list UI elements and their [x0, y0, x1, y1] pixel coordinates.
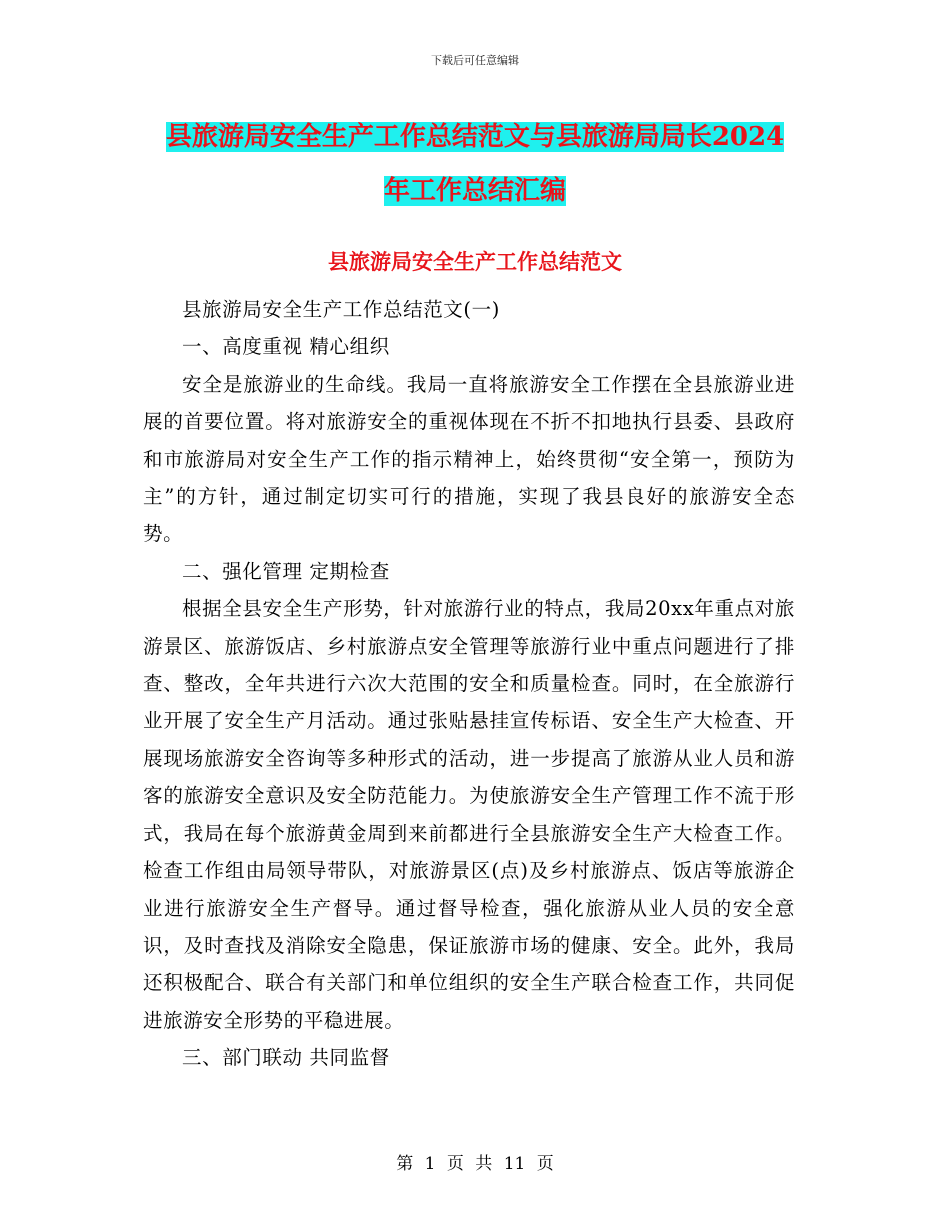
paragraph-body-1: 安全是旅游业的生命线。我局一直将旅游安全工作摆在全县旅游业进展的首要位置。将对旅游安全的重视体现在不折不扣地执行县委、县政府和市旅游局对安全生产工作的指示精神上，始终贯彻“安全第一，预防为主”的方针，通过制定切实可行的措施，实现了我县良好的旅游安全态势。 [143, 372, 795, 546]
paragraph-subheading: 县旅游局安全生产工作总结范文(一) [182, 298, 500, 321]
paragraph-heading-3: 三、部门联动 共同监督 [182, 1046, 390, 1070]
header-note: 下载后可任意编辑 [431, 54, 519, 67]
page-number: 第 1 页 共 11 页 [396, 1154, 554, 1174]
document-title [140, 110, 810, 218]
paragraph-heading-1: 一、高度重视 精心组织 [182, 335, 390, 359]
document-title-line-1: 县旅游局安全生产工作总结范文与县旅游局局长2024 [165, 122, 785, 152]
section-title: 县旅游局安全生产工作总结范文 [328, 249, 622, 274]
document-title-line-2: 年工作总结汇编 [383, 176, 566, 206]
document-body [143, 291, 795, 1077]
paragraph-heading-2: 二、强化管理 定期检查 [182, 559, 390, 583]
paragraph-body-2: 根据全县安全生产形势，针对旅游行业的特点，我局20xx年重点对旅游景区、旅游饭店、乡村旅游点安全管理等旅游行业中重点问题进行了排查、整改，全年共进行六次大范围的安全和质量检查。同时，在全旅游行业开展了安全生产月活动。通过张贴悬挂宣传标语、安全生产大检查、开展现场旅游安全咨询等多种形式的活动，进一步提高了旅游从业人员和游客的旅游安全意识及安全防范能力。为使旅游安全生产管理工作不流于形式，我局在每个旅游黄金周到来前都进行全县旅游安全生产大检查工作。检查工作组由局领导带队，对旅游景区(点)及乡村旅游点、饭店等旅游企业进行旅游安全生产督导。通过督导检查，强化旅游从业人员的安全意识，及时查找及消除安全隐患，保证旅游市场的健康、安全。此外，我局还积极配合、联合有关部门和单位组织的安全生产联合检查工作，共同促进旅游安全形势的平稳进展。 [143, 597, 795, 1032]
